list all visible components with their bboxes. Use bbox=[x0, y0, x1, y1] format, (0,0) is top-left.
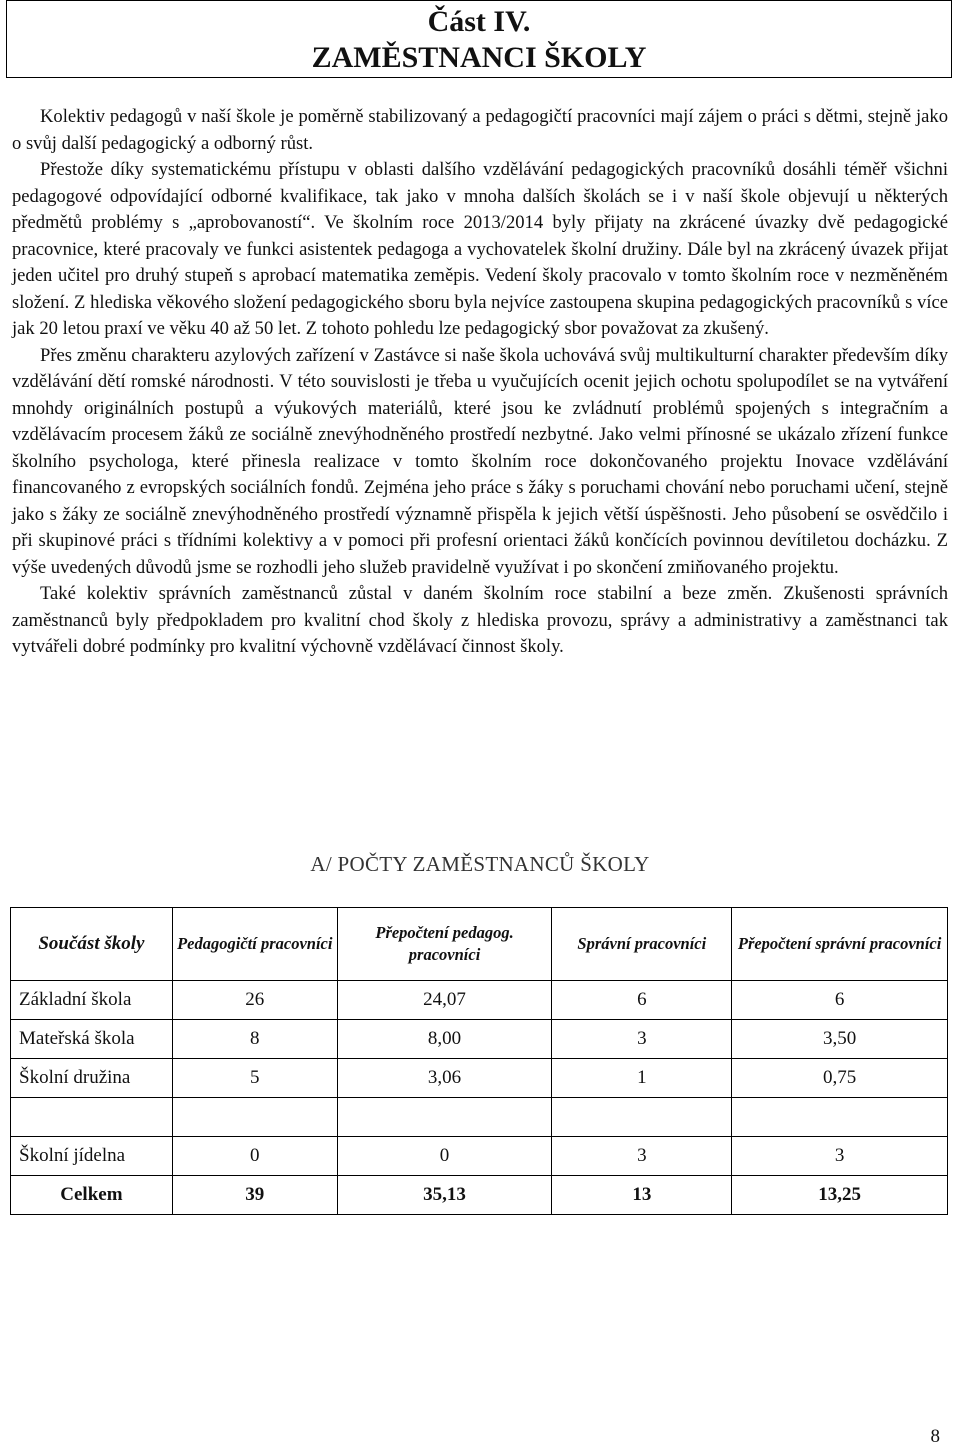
table-cell: 3,50 bbox=[732, 1020, 948, 1059]
paragraph: Přes změnu charakteru azylových zařízení v Zastávce si naše škola uchovává svůj multikulturní charakter především díky vzdělávání dětí romské národnosti. V této souvislosti je třeba u vyučujících ocenit jejich ochotu spolupodílet se na vytváření mnohdy originálních postupů a výukových materiálů, které jsou ke zvládnutí problémů spojených s integračním a vzdělávacím procesem žáků ze sociálně znevýhodněného prostředí nezbytné. Jako velmi přínosné se ukázalo zřízení funkce školního psychologa, které přinesla realizace v tomto školním roce dokončovaného projektu Inovace vzdělávání financovaného z evropských sociálních fondů. Zejména jeho práce s žáky s poruchami chování nebo poruchami učení, stejně jako s žáky ze sociálně znevýhodněného prostředí významně přispěla k jejich větší úspěšnosti. Jeho působení se osvědčilo i při skupinové práci s třídními kolektivy a v pomoci při profesní orientaci žáků končících povinnou devítiletou docházku. Z výše uvedených důvodů jsme se rozhodli jeho služeb pravidelně využívat i po skončení zmiňovaného projektu. bbox=[12, 344, 948, 578]
table-cell: 1 bbox=[552, 1059, 732, 1098]
table-cell: 39 bbox=[172, 1176, 337, 1215]
table-cell: 24,07 bbox=[337, 981, 552, 1020]
table-cell: 0 bbox=[337, 1137, 552, 1176]
table-cell bbox=[11, 1098, 173, 1137]
body-text bbox=[12, 104, 948, 661]
column-header: Pedagogičtí pracovníci bbox=[172, 908, 337, 981]
staff-table bbox=[10, 907, 948, 1215]
column-header: Přepočtení správní pracovníci bbox=[732, 908, 948, 981]
table-cell: 13 bbox=[552, 1176, 732, 1215]
table-row bbox=[11, 1137, 948, 1176]
table-cell: 0,75 bbox=[732, 1059, 948, 1098]
table-cell: 8,00 bbox=[337, 1020, 552, 1059]
part-label: Část IV. bbox=[427, 5, 531, 38]
table-cell: 3 bbox=[552, 1020, 732, 1059]
table-cell: 3 bbox=[552, 1137, 732, 1176]
table-cell: 26 bbox=[172, 981, 337, 1020]
table-cell: 8 bbox=[172, 1020, 337, 1059]
table-cell: Základní škola bbox=[11, 981, 173, 1020]
table-cell: 0 bbox=[172, 1137, 337, 1176]
page-number: 8 bbox=[930, 1426, 940, 1447]
column-header: Přepočtení pedagog. pracovníci bbox=[337, 908, 552, 981]
table-cell bbox=[552, 1098, 732, 1137]
table-header-row bbox=[11, 908, 948, 981]
table-cell: 6 bbox=[552, 981, 732, 1020]
table-cell: Školní jídelna bbox=[11, 1137, 173, 1176]
column-header: Součást školy bbox=[11, 908, 173, 981]
table-cell bbox=[172, 1098, 337, 1137]
table-cell: Školní družina bbox=[11, 1059, 173, 1098]
table-empty-row bbox=[11, 1098, 948, 1137]
table-cell bbox=[732, 1098, 948, 1137]
title-box bbox=[6, 0, 952, 78]
table-row bbox=[11, 1059, 948, 1098]
table-cell: Celkem bbox=[11, 1176, 173, 1215]
table-cell bbox=[337, 1098, 552, 1137]
table-row bbox=[11, 1020, 948, 1059]
table-cell: 3 bbox=[732, 1137, 948, 1176]
table-total-row bbox=[11, 1176, 948, 1215]
page-title: ZAMĚSTNANCI ŠKOLY bbox=[311, 41, 647, 74]
table-cell: 6 bbox=[732, 981, 948, 1020]
table-row bbox=[11, 981, 948, 1020]
paragraph: Kolektiv pedagogů v naší škole je poměrně stabilizovaný a pedagogičtí pracovníci mají zájem o práci s dětmi, stejně jako o svůj další pedagogický a odborný růst. bbox=[12, 106, 948, 154]
column-header: Správní pracovníci bbox=[552, 908, 732, 981]
section-heading: A/ POČTY ZAMĚSTNANCŮ ŠKOLY bbox=[310, 852, 650, 876]
table-cell: 5 bbox=[172, 1059, 337, 1098]
table-cell: 35,13 bbox=[337, 1176, 552, 1215]
table-cell: 3,06 bbox=[337, 1059, 552, 1098]
table-cell: Mateřská škola bbox=[11, 1020, 173, 1059]
table-cell: 13,25 bbox=[732, 1176, 948, 1215]
paragraph: Přestože díky systematickému přístupu v oblasti dalšího vzdělávání pedagogických pracovníků dosáhli téměř všichni pedagogové odpovídající odborné kvalifikace, tak jako v mnoha dalších školách se i v naší škole objevují u některých předmětů problémy s „aprobovaností“. Ve školním roce 2013/2014 byly přijaty na zkrácené úvazky dvě pedagogické pracovnice, které pracovaly ve funkci asistentek pedagoga a vychovatelek školní družiny. Dále byl na zkrácený úvazek přijat jeden učitel pro druhý stupeň s aprobací matematika zeměpis. Vedení školy pracovalo v tomto školním roce v nezměněném složení. Z hlediska věkového složení pedagogického sboru byla nejvíce zastoupena skupina pedagogických pracovníků s více jak 20 letou praxí ve věku 40 až 50 let. Z tohoto pohledu lze pedagogický sbor považovat za zkušený. bbox=[12, 159, 948, 339]
paragraph: Také kolektiv správních zaměstnanců zůstal v daném školním roce stabilní a beze změn. Zkušenosti správních zaměstnanců byly předpokladem pro kvalitní chod školy z hlediska provozu, správy a administrativy a zaměstnanci tak vytvářeli dobré podmínky pro kvalitní výchovně vzdělávací činnost školy. bbox=[12, 583, 948, 657]
